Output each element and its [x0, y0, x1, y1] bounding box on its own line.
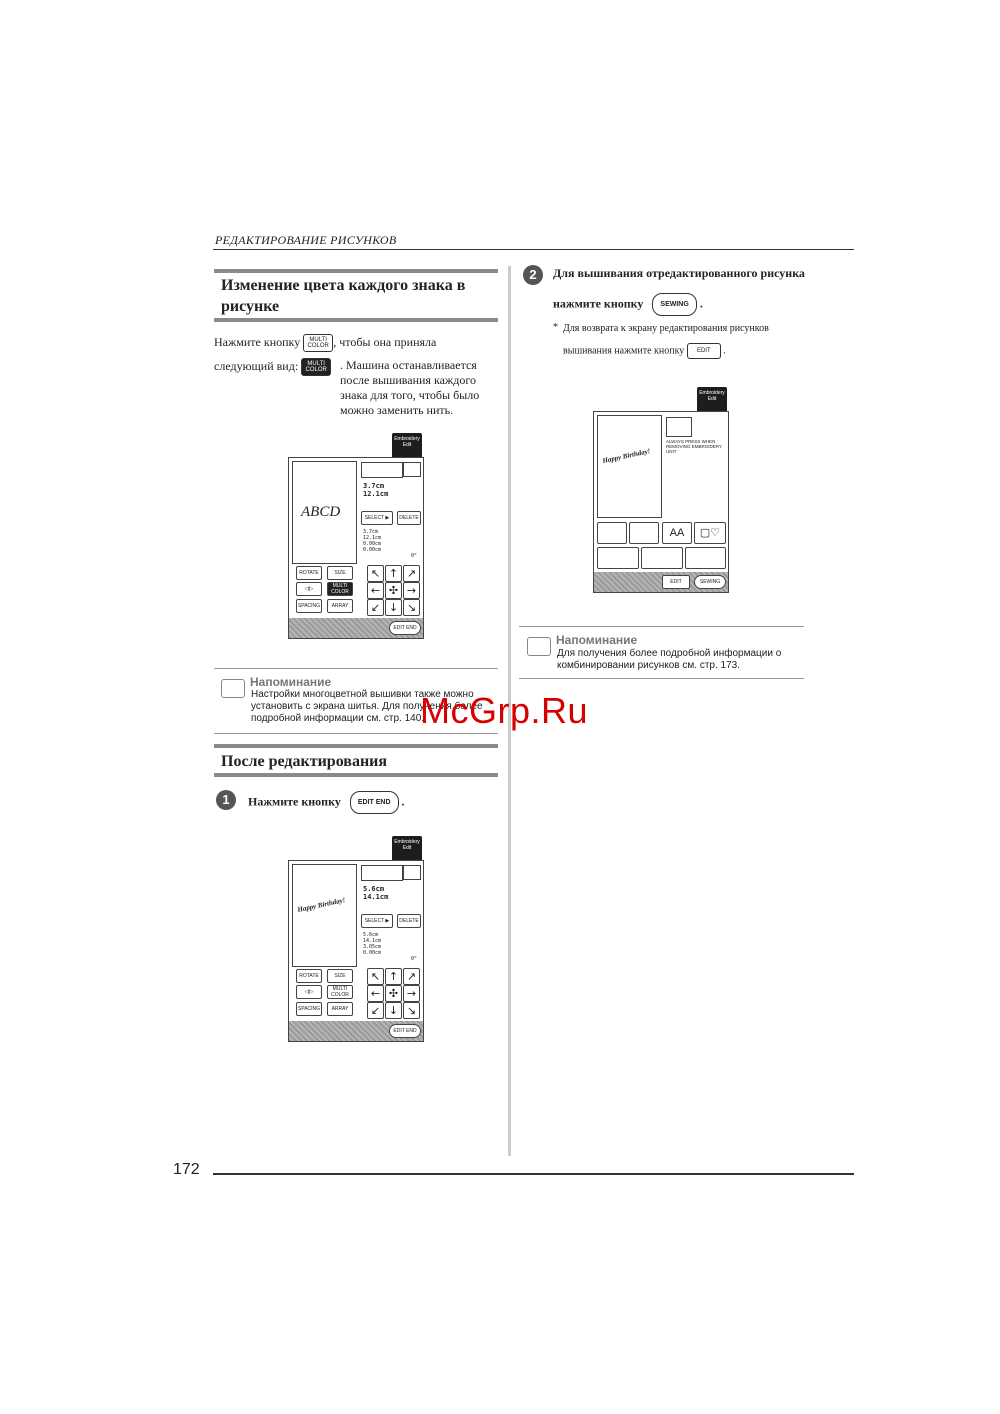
note2-title: Напоминание — [556, 633, 638, 647]
screen2-arrow-left-icon[interactable]: ← — [367, 985, 384, 1002]
running-head: РЕДАКТИРОВАНИЕ РИСУНКОВ — [215, 233, 397, 247]
screen1-array-button[interactable]: ARRAY — [327, 599, 353, 613]
screen1-angle: 0° — [411, 553, 418, 559]
screen2-info-h: 5.6cm — [363, 932, 379, 938]
note-book-icon — [221, 679, 245, 698]
screen2-angle: 0° — [411, 956, 418, 962]
screen1-arrow-downright-icon[interactable]: ↘ — [403, 599, 420, 616]
screen1-offset-v: 0.00cm — [363, 541, 382, 547]
para-part2: , чтобы она приняла — [333, 334, 437, 349]
step2-suffix: . — [699, 296, 703, 311]
screen3-footer — [594, 572, 728, 592]
screen1-mirror-icon[interactable]: ◁|▷ — [296, 582, 322, 596]
screen3-font-icon[interactable]: AA — [662, 522, 692, 544]
step1-suffix: . — [401, 794, 405, 809]
screen2-size-button[interactable]: SIZE — [327, 969, 353, 983]
screen1 — [288, 433, 424, 638]
step2-footnote-line2-wrap — [563, 343, 726, 359]
edit-key-icon: EDIT — [687, 343, 721, 359]
screen2-arrow-down-icon[interactable]: ↓ — [385, 1002, 402, 1019]
screen1-spacing-button[interactable]: SPACING — [296, 599, 322, 613]
page-number: 172 — [173, 1161, 200, 1178]
screen1-panel — [288, 457, 424, 639]
screen2 — [288, 836, 424, 1041]
screen1-size-readout — [363, 482, 388, 498]
header-rule — [213, 249, 854, 250]
screen1-arrow-left-icon[interactable]: ← — [367, 582, 384, 599]
section2-title-bar-top — [214, 744, 498, 748]
screen1-multi-color-button[interactable]: MULTI COLOR — [327, 582, 353, 596]
screen1-arrow-upleft-icon[interactable]: ↖ — [367, 565, 384, 582]
screen2-size-h: 5.6cm — [363, 885, 385, 893]
screen2-select-button[interactable]: SELECT ▶ — [361, 914, 393, 928]
screen2-array-button[interactable]: ARRAY — [327, 1002, 353, 1016]
screen2-preview-text: Happy Birthday! — [296, 896, 347, 914]
multi-color-key-active-icon: MULTI COLOR — [301, 358, 331, 376]
screen2-delete-button[interactable]: DELETE — [397, 914, 421, 928]
screen3-pattern1-icon[interactable] — [597, 522, 627, 544]
step2-footnote-line1: Для возврата к экрану редактирования рисунков — [563, 323, 769, 334]
section1-paragraph — [214, 334, 499, 418]
para-part1: Нажмите кнопку — [214, 334, 301, 349]
sewing-key-icon: SEWING — [652, 293, 696, 316]
screen2-spacing-button[interactable]: SPACING — [296, 1002, 322, 1016]
section1-title-bar-bottom — [214, 318, 498, 322]
para-part3: следующий вид: — [214, 358, 299, 373]
screen1-arrow-downleft-icon[interactable]: ↙ — [367, 599, 384, 616]
screen1-arrow-down-icon[interactable]: ↓ — [385, 599, 402, 616]
screen2-layout-icon[interactable] — [361, 865, 403, 881]
screen1-info-h: 3.7cm — [363, 529, 379, 535]
note1-title: Напоминание — [250, 675, 332, 689]
screen1-preview — [292, 461, 357, 564]
screen3-preview — [597, 415, 662, 518]
screen1-info-w: 12.1cm — [363, 535, 382, 541]
screen2-size-readout — [363, 885, 388, 901]
screen2-footer — [289, 1021, 423, 1041]
screen3-panel — [593, 411, 729, 593]
step2-footnote-line2: вышивания нажмите кнопку — [563, 345, 685, 357]
screen1-size-button[interactable]: SIZE — [327, 566, 353, 580]
screen1-arrow-up-icon[interactable]: ↑ — [385, 565, 402, 582]
step1-text: Нажмите кнопку — [248, 794, 341, 809]
screen1-info — [363, 529, 381, 553]
screen3-usb-icon[interactable] — [685, 547, 726, 569]
screen2-tab: Embroidery Edit — [392, 836, 422, 861]
note2-book-icon — [527, 637, 551, 656]
screen1-preview-text: ABCD — [301, 504, 341, 520]
screen1-rotate-button[interactable]: ROTATE — [296, 566, 322, 580]
screen2-info — [363, 932, 381, 956]
screen1-delete-button[interactable]: DELETE — [397, 511, 421, 525]
screen3-pocket-icon[interactable] — [641, 547, 683, 569]
screen3-remove-unit-icon[interactable] — [666, 417, 692, 437]
screen1-edit-end-button[interactable]: EDIT END — [389, 621, 421, 635]
screen2-arrow-downleft-icon[interactable]: ↙ — [367, 1002, 384, 1019]
note1-rule-top — [214, 668, 498, 669]
section2-title-bar-bottom — [214, 773, 498, 777]
screen2-offset-v: 3.05cm — [363, 944, 382, 950]
section1-title: Изменение цвета каждого знака в рисунке — [221, 277, 466, 315]
screen2-preview — [292, 864, 357, 967]
screen2-rotate-button[interactable]: ROTATE — [296, 969, 322, 983]
screen1-size-h: 3.7cm — [363, 482, 385, 490]
section1-title-bar-top — [214, 269, 498, 273]
screen2-frame-icon[interactable] — [403, 865, 421, 880]
screen1-layout-icon[interactable] — [361, 462, 403, 478]
screen2-arrow-upleft-icon[interactable]: ↖ — [367, 968, 384, 985]
screen2-info-w: 14.1cm — [363, 938, 382, 944]
screen3-tab: Embroidery Edit — [697, 387, 727, 412]
step2-line2-wrap — [553, 293, 703, 316]
note1-text: Настройки многоцветной вышивки также можно установить с экрана шитья. Для получения более подробной информации см. стр. 140. — [251, 689, 483, 724]
screen2-mirror-icon[interactable]: ◁|▷ — [296, 985, 322, 999]
screen3-memory-icon[interactable] — [597, 547, 639, 569]
step1-number: 1 — [216, 790, 236, 810]
screen2-arrow-upright-icon[interactable]: ↗ — [403, 968, 420, 985]
watermark: McGrp.Ru — [420, 690, 589, 731]
step1-instruction — [248, 791, 405, 814]
screen3 — [593, 387, 729, 592]
step2-footnote-suffix: . — [723, 345, 726, 357]
screen2-arrow-up-icon[interactable]: ↑ — [385, 968, 402, 985]
note2-rule-top — [519, 626, 804, 627]
screen2-size-w: 14.1cm — [363, 893, 389, 901]
screen3-edit-button[interactable]: EDIT — [662, 575, 690, 589]
screen3-warning: ALWAYS PRESS WHEN REMOVING EMBROIDERY UNIT — [666, 439, 722, 454]
screen3-pattern2-icon[interactable] — [629, 522, 659, 544]
screen1-footer — [289, 618, 423, 638]
step2-line2: нажмите кнопку — [553, 296, 644, 311]
section2-title: После редактирования — [221, 753, 388, 770]
screen1-arrow-right-icon[interactable]: → — [403, 582, 420, 599]
screen3-sewing-button[interactable]: SEWING — [694, 575, 726, 589]
screen1-frame-icon[interactable] — [403, 462, 421, 477]
screen1-tab: Embroidery Edit — [392, 433, 422, 458]
screen2-arrow-downright-icon[interactable]: ↘ — [403, 1002, 420, 1019]
note1-rule-bottom — [214, 733, 498, 734]
step2-footnote-mark: * — [553, 322, 558, 333]
screen1-arrow-upright-icon[interactable]: ↗ — [403, 565, 420, 582]
screen1-size-w: 12.1cm — [363, 490, 389, 498]
screen2-multi-color-button[interactable]: MULTI COLOR — [327, 985, 353, 999]
screen1-offset-h: 0.00cm — [363, 547, 382, 553]
screen3-preview-text: Happy Birthday! — [601, 447, 652, 465]
screen2-arrow-right-icon[interactable]: → — [403, 985, 420, 1002]
note2-rule-bottom — [519, 678, 804, 679]
para-part4: . Машина останавливается после вышивания каждого знака для того, чтобы было можно заменить нить. — [340, 358, 480, 417]
step2-line1: Для вышивания отредактированного рисунка — [553, 266, 805, 280]
screen2-panel — [288, 860, 424, 1042]
screen1-select-button[interactable]: SELECT ▶ — [361, 511, 393, 525]
screen2-edit-end-button[interactable]: EDIT END — [389, 1024, 421, 1038]
screen3-frame-shapes-icon[interactable]: ▢♡ — [694, 522, 726, 544]
screen2-offset-h: 0.00cm — [363, 950, 382, 956]
note2-text: Для получения более подробной информации о комбинировании рисунков см. стр. 173. — [557, 648, 782, 671]
screen1-center-icon[interactable]: ✣ — [385, 582, 402, 599]
edit-end-key-icon: EDIT END — [350, 791, 399, 814]
multi-color-key-icon: MULTI COLOR — [303, 334, 333, 352]
step2-number: 2 — [523, 265, 543, 285]
footer-rule — [213, 1173, 854, 1175]
screen2-center-icon[interactable]: ✣ — [385, 985, 402, 1002]
